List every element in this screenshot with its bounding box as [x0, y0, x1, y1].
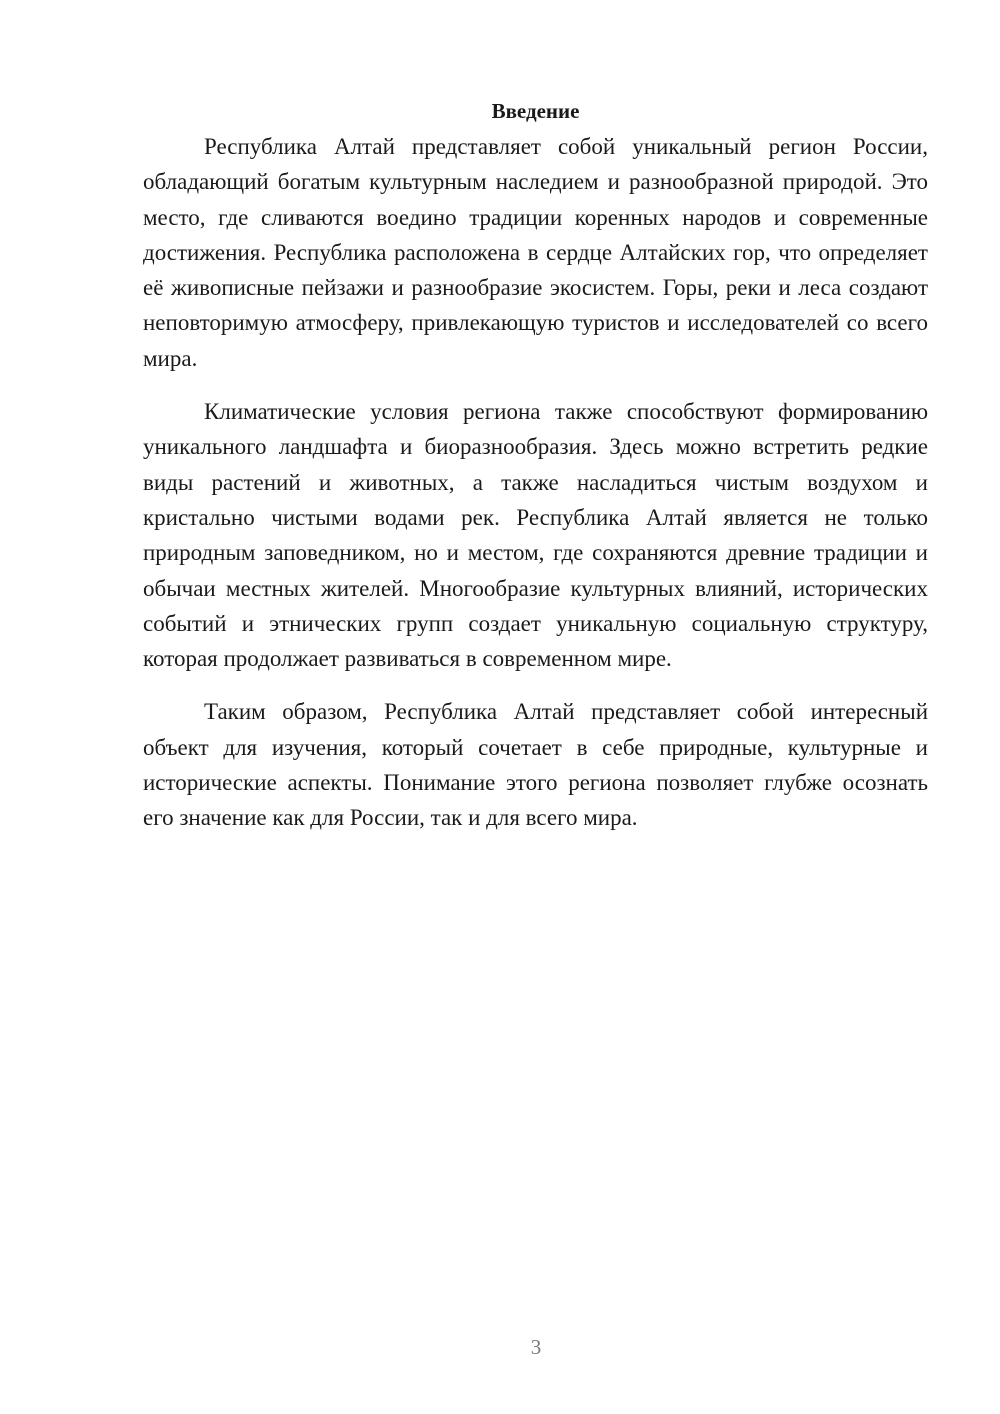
paragraph-3: Таким образом, Республика Алтай представляет собой интересный объект для изучения, который сочетает в себе природные, культурные и исторические аспекты. Понимание этого региона позволяет глубже осознать его значение как для России, так и для всего мира. — [143, 699, 928, 831]
page-number: 3 — [530, 1335, 542, 1359]
paragraph-2: Климатические условия региона также способствуют формированию уникального ландшафта и биоразнообразия. Здесь можно встретить редкие виды растений и животных, а также насладиться чистым воздухом и кристально чистыми водами рек. Республика Алтай является не только природным заповедником, но и местом, где сохраняются древние традиции и обычаи местных жителей. Многообразие культурных влияний, исторических событий и этнических групп создает уникальную социальную структуру, которая продолжает развиваться в современном мире. — [143, 399, 928, 672]
paragraph-1: Республика Алтай представляет собой уникальный регион России, обладающий богатым культурным наследием и разнообразной природой. Это место, где сливаются воедино традиции коренных народов и современные достижения. Республика расположена в сердце Алтайских гор, что определяет её живописные пейзажи и разнообразие экосистем. Горы, реки и леса создают неповторимую атмосферу, привлекающую туристов и исследователей со всего мира. — [143, 134, 928, 371]
section-heading: Введение — [491, 99, 580, 123]
page-content — [143, 94, 928, 836]
